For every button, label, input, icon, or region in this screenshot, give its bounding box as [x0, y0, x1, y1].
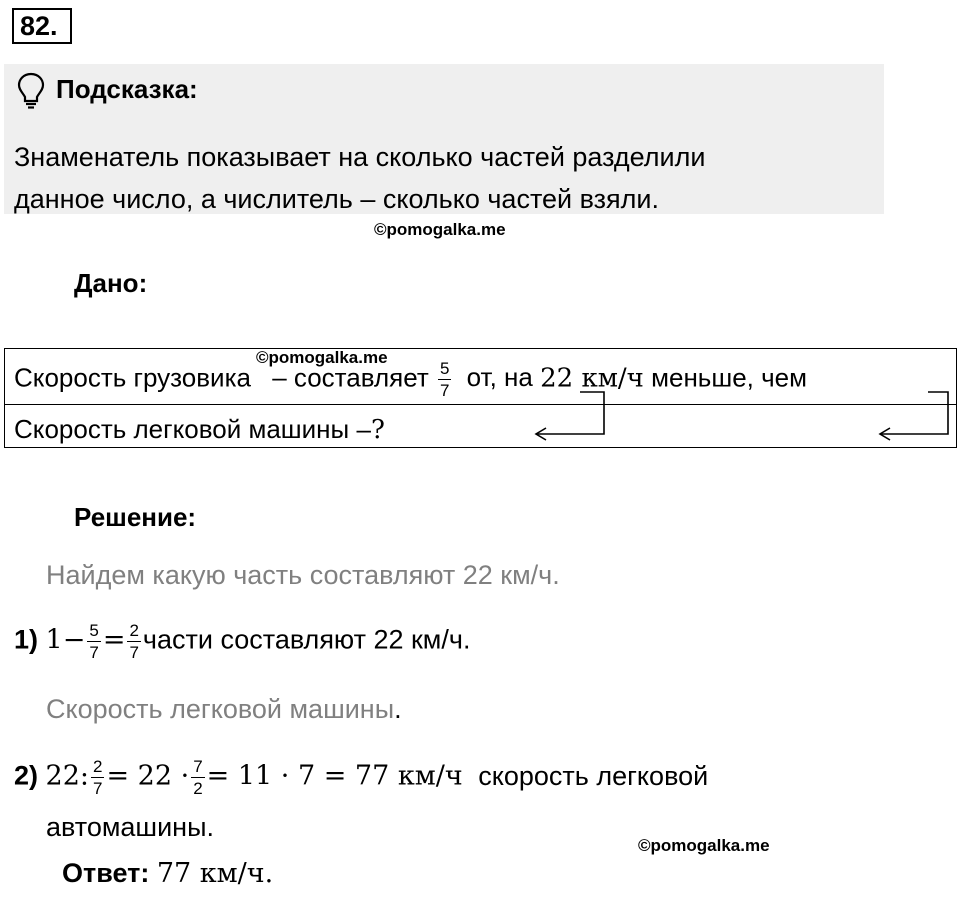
solution-heading: Решение: — [74, 502, 197, 532]
explanation-2-dot: . — [394, 694, 402, 724]
ratio-text: составляет — [293, 362, 429, 393]
watermark: ©pomogalka.me — [638, 836, 770, 855]
step-2-text: скорость легковой — [478, 760, 709, 791]
fraction-2-7 — [91, 758, 104, 797]
solution-step-2 — [14, 758, 708, 797]
task-number: 82. — [12, 8, 72, 44]
from-text: от, на — [466, 362, 533, 393]
one: 1 — [45, 624, 63, 656]
fraction-7-2 — [191, 758, 204, 797]
fraction-denominator: 7 — [89, 643, 99, 662]
arrow-difference — [880, 392, 948, 440]
dash: – — [272, 362, 287, 393]
fraction-numerator: 7 — [193, 757, 203, 776]
fraction-numerator: 5 — [439, 359, 450, 378]
fraction-denominator: 7 — [92, 779, 103, 798]
step-number: 2) — [14, 760, 39, 791]
car-speed-label: Скорость легковой машины — [14, 414, 350, 444]
result-expr: = 11 · 7 = 77 км/ч — [206, 760, 463, 792]
hint-text-line1: Знаменатель показывает на сколько частей разделили — [14, 142, 706, 172]
question-mark: ? — [370, 415, 385, 445]
arrow-ratio — [536, 392, 604, 440]
given-heading: Дано: — [74, 268, 148, 298]
dash: – — [356, 414, 371, 444]
fraction-denominator: 7 — [439, 381, 450, 400]
watermark: ©pomogalka.me — [256, 348, 388, 367]
equals-sign: = — [102, 624, 126, 656]
division-lead: 22: — [45, 760, 89, 792]
difference-value: 22 км/ч — [540, 363, 644, 394]
fraction-numerator: 2 — [129, 621, 139, 640]
explanation-2 — [46, 694, 402, 725]
explanation-2-text: Скорость легковой машины — [46, 694, 395, 724]
answer-value: 77 км/ч. — [156, 858, 274, 889]
answer — [62, 858, 273, 889]
less-than-text: меньше, чем — [651, 362, 807, 393]
step-number: 1) — [14, 624, 39, 655]
fraction-denominator: 7 — [129, 643, 139, 662]
watermark: ©pomogalka.me — [374, 220, 506, 239]
fraction-denominator: 2 — [193, 779, 203, 798]
fraction-numerator: 2 — [92, 757, 103, 776]
minus-sign: − — [62, 624, 86, 656]
step-1-text: части составляют 22 км/ч. — [142, 624, 471, 655]
fraction-2-7 — [127, 622, 140, 661]
fraction-5-7 — [87, 622, 100, 661]
step-2-text-line2: автомашины. — [46, 812, 214, 842]
truck-speed-label: Скорость грузовика — [14, 362, 251, 393]
multiplication-expr: = 22 · — [106, 760, 190, 792]
hint-title: Подсказка: — [56, 74, 198, 104]
solution-step-1 — [14, 622, 470, 661]
answer-label: Ответ: — [62, 858, 150, 888]
explanation-1: Найдем какую часть составляют 22 км/ч. — [46, 560, 560, 590]
hint-text-line2: данное число, а числитель – сколько частей взяли. — [14, 184, 659, 214]
fraction-numerator: 5 — [89, 621, 99, 640]
